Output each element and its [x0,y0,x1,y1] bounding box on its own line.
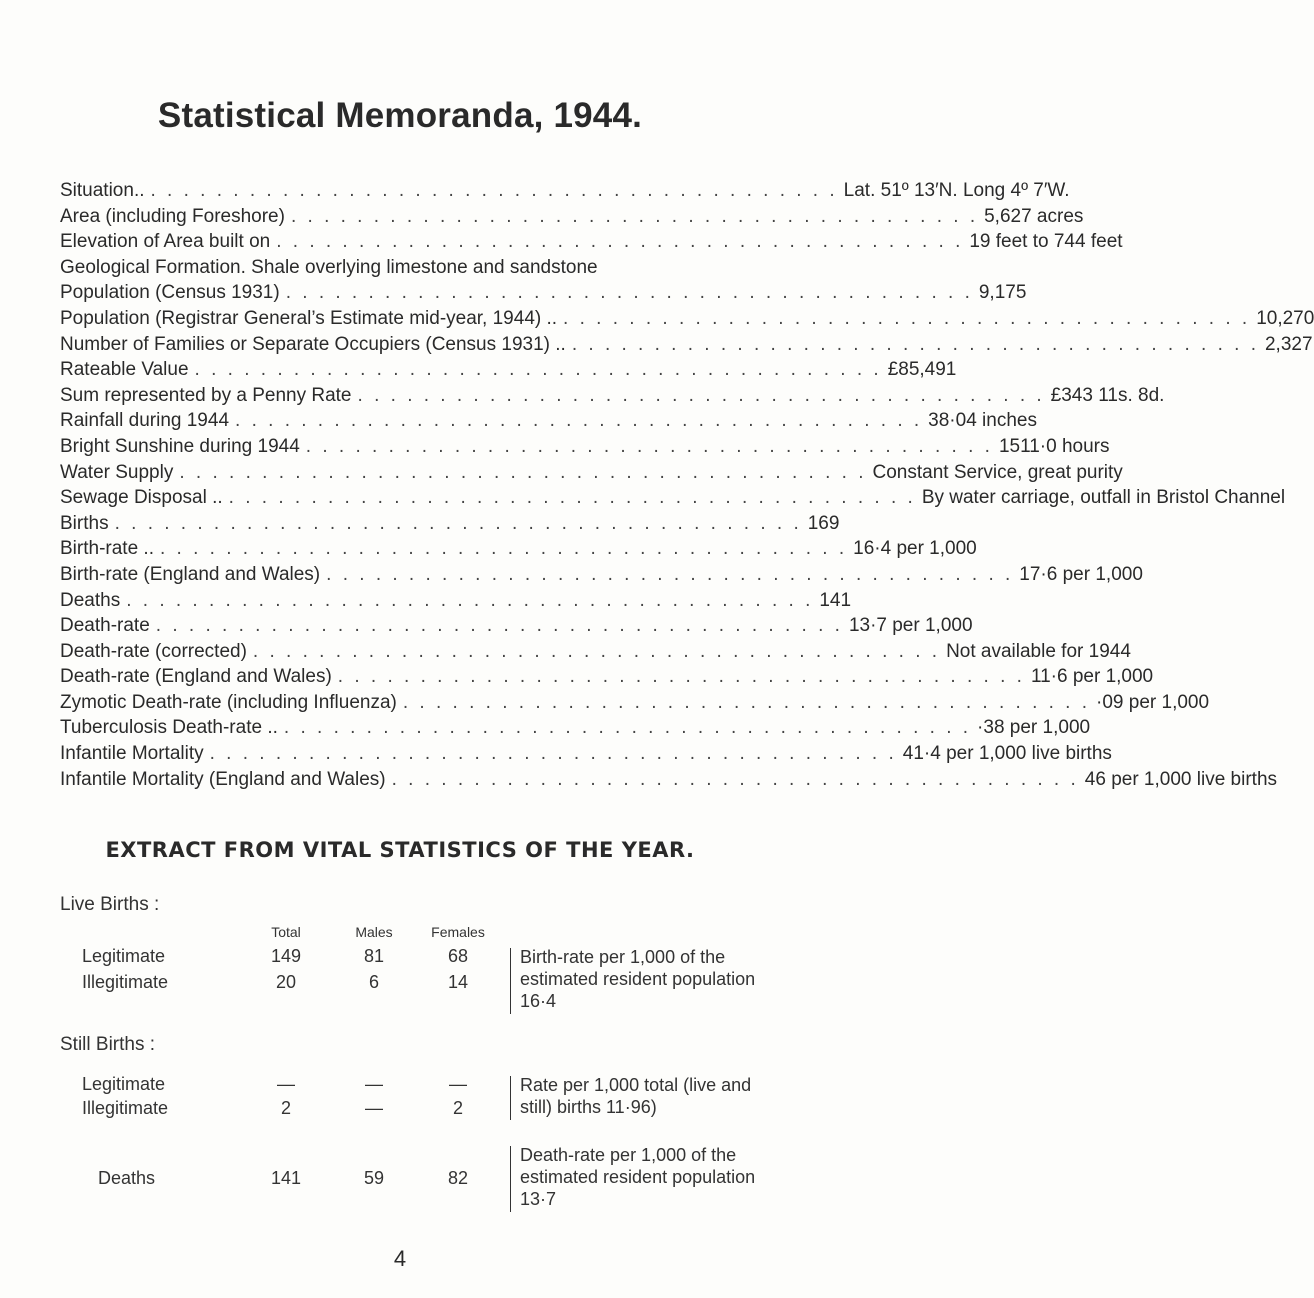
leader-dots: . . . . . . . . . . . . . . . . . . . . . . . . . . . . . . . . . . . . . . . . . . [179,461,867,483]
memo-label: Death-rate (England and Wales) [60,666,332,688]
leader-dots: . . . . . . . . . . . . . . . . . . . . . . . . . . . . . . . . . . . . . . . . . . [305,435,993,457]
memo-row [60,205,1084,232]
memo-label: Infantile Mortality [60,743,204,765]
memo-label: Births [60,512,109,534]
memoranda-list [60,180,1314,794]
memo-row [60,538,977,564]
leader-dots: . . . . . . . . . . . . . . . . . . . . . . . . . . . . . . . . . . . . . . . . . . [402,691,1091,713]
memo-row [60,231,1123,257]
leader-dots: . . . . . . . . . . . . . . . . . . . . . . . . . . . . . . . . . . . . . . . . . . [571,333,1259,355]
memo-label: Sum represented by a Penny Rate [60,384,352,406]
memo-value: £85,491 [887,359,957,381]
memo-label: Population (Census 1931) [60,282,280,304]
leader-dots: . . . . . . . . . . . . . . . . . . . . . . . . . . . . . . . . . . . . . . . . . . [391,768,1079,790]
memo-value: Not available for 1944 [946,640,1131,662]
col-females-header: Females [431,924,485,940]
memo-value: 2,327 [1264,333,1313,355]
leader-dots: . . . . . . . . . . . . . . . . . . . . . . . . . . . . . . . . . . . . . . . . . . [159,538,848,560]
memo-row [60,512,840,539]
sb-legit-males: — [365,1074,383,1094]
memo-row [60,666,1154,692]
memo-value: 46 per 1,000 live births [1084,768,1278,790]
lb-illegit-total: 20 [275,972,297,992]
leader-dots: . . . . . . . . . . . . . . . . . . . . . . . . . . . . . . . . . . . . . . . . . . [228,487,916,509]
leader-dots: . . . . . . . . . . . . . . . . . . . . . . . . . . . . . . . . . . . . . . . . . . [252,640,941,662]
memo-value: 169 [807,512,840,534]
sb-legit-females: — [449,1074,467,1094]
sb-note: Rate per 1,000 total (live and still) births 11·96) [520,1075,752,1117]
memo-label: Population (Registrar General’s Estimate mid-year, 1944) .. [60,307,558,329]
sb-illegit-total: 2 [280,1098,291,1118]
lb-note: Birth-rate per 1,000 of the estimated resident population 16·4 [520,947,756,1011]
memo-value: 10,270 [1256,307,1314,329]
live-births-heading: Live Births : [60,894,160,915]
memo-row [60,282,1027,308]
memo-row [60,307,1314,334]
sb-illegit-males: — [365,1098,383,1118]
memo-row [60,410,1037,436]
memo-row [60,589,852,616]
col-males-header: Males [355,924,393,940]
memo-label: Birth-rate .. [60,538,154,560]
memo-label: Situation.. [60,180,145,201]
memo-value: 141 [819,589,852,611]
deaths-females: 82 [447,1168,469,1188]
memo-label: Bright Sunshine during 1944 [60,435,300,457]
leader-dots: . . . . . . . . . . . . . . . . . . . . . . . . . . . . . . . . . . . . . . . . . . [285,282,973,304]
leader-dots: . . . . . . . . . . . . . . . . . . . . . . . . . . . . . . . . . . . . . . . . . . [194,359,882,381]
memo-label: Zymotic Death-rate (including Influenza) [60,691,397,713]
sb-note-bracket [510,1076,511,1120]
memo-row [60,717,1091,743]
memo-row [60,691,1210,718]
memo-value: 11·6 per 1,000 [1030,666,1154,688]
memo-value: 16·4 per 1,000 [853,538,977,560]
memo-row [60,768,1278,795]
page-number: 4 [393,1246,407,1271]
memo-value: 13·7 per 1,000 [848,615,973,637]
memo-row [60,257,768,283]
leader-dots: . . . . . . . . . . . . . . . . . . . . . . . . . . . . . . . . . . . . . . . . . . [563,307,1251,329]
memo-label: Sewage Disposal .. [60,487,223,509]
col-total-header: Total [271,924,301,940]
still-births-heading: Still Births : [60,1034,156,1055]
leader-dots: . . . . . . . . . . . . . . . . . . . . . . . . . . . . . . . . . . . . . . . . . . [357,384,1045,406]
memo-label: Elevation of Area built on [60,231,271,253]
leader-dots: . . . . . . . . . . . . . . . . . . . . . . . . . . . . . . . . . . . . . . . . . . [209,743,897,765]
memo-value: 17·6 per 1,000 [1019,563,1143,585]
memo-row [60,563,1143,590]
leader-dots: . . . . . . . . . . . . . . . . . . . . . . . . . . . . . . . . . . . . . . . . . . [290,205,979,227]
leader-dots: . . . . . . . . . . . . . . . . . . . . . . . . . . . . . . . . . . . . . . . . . . [235,410,923,432]
memo-label: Geological Formation. Shale overlying limestone and sandstone [60,256,598,278]
lb-legit-total: 149 [270,946,302,966]
memo-label: Tuberculosis Death-rate .. [60,717,278,739]
leader-dots: . . . . . . . . . . . . . . . . . . . . . . . . . . . . . . . . . . . . . . . . . . [155,615,843,637]
lb-note-bracket [510,948,511,1014]
page-title: Statistical Memoranda, 1944. [157,96,643,135]
leader-dots: . . . . . . . . . . . . . . . . . . . . . . . . . . . . . . . . . . . . . . . . . . [337,666,1025,688]
leader-dots: . . . . . . . . . . . . . . . . . . . . . . . . . . . . . . . . . . . . . . . . . . [150,180,838,201]
memo-row [60,359,957,385]
lb-legitimate-label: Legitimate [82,946,166,966]
memo-row [60,487,1286,513]
memo-label: Number of Families or Separate Occupiers (Census 1931) .. [60,333,566,355]
memo-label: Rateable Value [60,359,189,381]
vital-statistics-title: EXTRACT FROM VITAL STATISTICS OF THE YEAR. [105,838,695,862]
memo-row [60,384,1165,411]
memo-label: Death-rate [60,615,150,637]
lb-illegit-males: 6 [368,972,379,992]
memo-value: 41·4 per 1,000 live births [902,743,1112,765]
deaths-note-bracket [510,1146,511,1212]
sb-illegit-females: 2 [452,1098,463,1118]
leader-dots: . . . . . . . . . . . . . . . . . . . . . . . . . . . . . . . . . . . . . . . . . . [283,717,972,739]
lb-legit-females: 68 [447,946,469,966]
memo-label: Death-rate (corrected) [60,640,247,662]
leader-dots: . . . . . . . . . . . . . . . . . . . . . . . . . . . . . . . . . . . . . . . . . . [114,512,802,534]
memo-row [60,180,1070,206]
memo-value: Lat. 51º 13′N. Long 4º 7′W. [843,180,1070,201]
memo-value: By water carriage, outfall in Bristol Channel [921,487,1286,509]
memo-value: 19 feet to 744 feet [969,231,1123,253]
memo-label: Water Supply [60,461,174,483]
lb-illegit-females: 14 [447,972,469,992]
memo-label: Area (including Foreshore) [60,205,285,227]
leader-dots: . . . . . . . . . . . . . . . . . . . . . . . . . . . . . . . . . . . . . . . . . . [326,563,1014,585]
memo-label: Deaths [60,589,121,611]
memo-value: ·09 per 1,000 [1096,691,1210,713]
memo-value: ·38 per 1,000 [977,717,1091,739]
lb-illegitimate-label: Illegitimate [82,972,169,992]
leader-dots: . . . . . . . . . . . . . . . . . . . . . . . . . . . . . . . . . . . . . . . . . . [276,231,964,253]
deaths-males: 59 [363,1168,385,1188]
memo-value: 9,175 [978,282,1027,304]
deaths-note: Death-rate per 1,000 of the estimated resident population 13·7 [520,1145,756,1209]
lb-legit-males: 81 [363,946,385,966]
sb-legitimate-label: Legitimate [82,1074,166,1094]
memo-label: Rainfall during 1944 [60,410,230,432]
memo-value: 1511·0 hours [998,435,1110,457]
memo-row [60,743,1112,769]
sb-legit-total: — [277,1074,295,1094]
memo-value: Constant Service, great purity [872,461,1123,483]
deaths-total: 141 [270,1168,302,1188]
sb-illegitimate-label: Illegitimate [82,1098,169,1118]
memo-value: £343 11s. 8d. [1050,384,1165,406]
memo-row [60,461,1123,488]
memo-value: 5,627 acres [984,205,1084,227]
deaths-label: Deaths [98,1168,156,1188]
memo-value: 38·04 inches [928,410,1037,432]
memo-row [60,435,1110,462]
leader-dots: . . . . . . . . . . . . . . . . . . . . . . . . . . . . . . . . . . . . . . . . . . [126,589,814,611]
memo-row [60,615,973,641]
memo-label: Birth-rate (England and Wales) [60,563,321,585]
memo-label: Infantile Mortality (England and Wales) [60,768,386,790]
memo-row [60,640,1131,667]
memo-row [60,333,1313,360]
